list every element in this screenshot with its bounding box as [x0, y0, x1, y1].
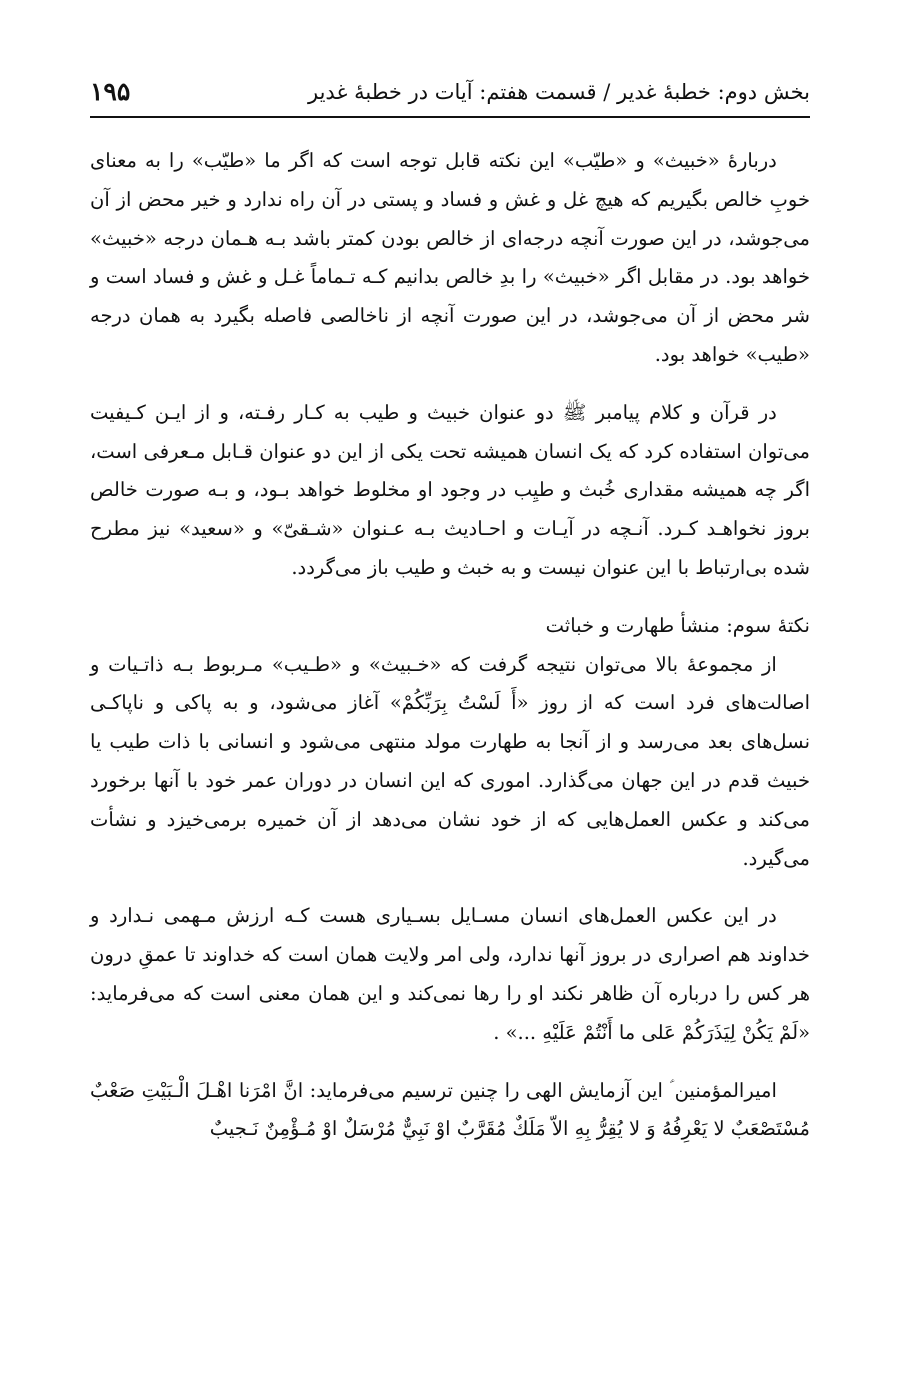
- section-heading: نکتهٔ سوم: منشأ طهارت و خباثت: [545, 613, 810, 637]
- body-text: [90, 142, 810, 1168]
- paragraph-amir-al-muminin: امیرالمؤمنین ؑ این آزمایش الهی را چنین ترسیم می‌فرماید: انَّ امْرَنا اهْـلَ الْـبَيْتِ صَعْبٌ مُسْتَصْعَبٌ لا يَعْرِفُهُ وَ لا يُقِرُّ بِهِ الاّ مَلَكٌ مُقَرَّبٌ اوْ نَبِيٌّ مُرْسَلٌ اوْ مُـؤْمِنٌ نَـجيبٌ: [90, 1078, 810, 1141]
- paragraph-reactions: در این عکس العمل‌های انسان مسـایل بسـیاری هست کـه ارزش مـهمی نـدارد و خداوند هم اصراری در بروز آنها ندارد، ولی امر ولایت همان است که خداوند تا عمقِ درون هر کس را درباره آن ظاهر نکند او را رها نمی‌کند و این همان معنی است که می‌فرماید: «لَمْ يَكُنْ لِيَذَرَكُمْ عَلى ما أَنْتُمْ عَلَيْهِ ...» .: [90, 904, 810, 1044]
- page-number: ۱۹۵: [90, 77, 131, 106]
- paragraph-khabith-tayyib: دربارهٔ «خبیث» و «طیّب» این نکته قابل توجه است که اگر ما «طیّب» را به معنای خوبِ خالص بگیریم که هیچ غل و غش و فساد و پستی در آن راه ندارد و خیر محض از آن می‌جوشد، در این صورت آنچه درجه‌ای از خالص بودن کمتر باشد بـه هـمان درجه «خبیث» خواهد بود. در مقابل اگر «خبیث» را بدِ خالص بدانیم کـه تـماماً غـل و غش و فساد است و شر محض از آن می‌جوشد، در این صورت آنچه از ناخالصی فاصله بگیرد به همان درجه «طیب» خواهد بود.: [90, 149, 810, 366]
- paragraph-quran-usage: در قرآن و کلام پیامبر ﷺ دو عنوان خبیث و طیب به کـار رفـته، و از ایـن کـیفیت می‌توان استفاده کرد که یک انسان همیشه تحت یکی از این دو عنوان قـابل مـعرفی است، اگر چه همیشه مقداری خُبث و طیِب در وجود او مخلوط خواهد بـود، و بـه صورت خالص بروز نخواهـد کـرد. آنـچه در آیـات و احـادیث بـه عـنوان «شـقیّ» و «سعید» نیز مطرح شده بی‌ارتباط با این عنوان نیست و به خبث و طیب باز می‌گردد.: [90, 400, 810, 579]
- paragraph-origin: از مجموعهٔ بالا می‌توان نتیجه گرفت که «خـبیث» و «طـیب» مـربوط بـه ذاتـیات و اصالت‌های فرد است که از روز «أَ لَسْتُ بِرَبِّكُمْ» آغاز می‌شود، و به پاکی و ناپاکـی نسل‌های بعد می‌رسد و از آنجا به طهارت مولد منتهی می‌شود و انسانی با ذات طیب یا خبیث قدم در این جهان می‌گذارد. اموری که این انسان در دوران عمر خود با آنها برخورد می‌کند و عکس العمل‌هایی که از خود نشان می‌دهد از آن خمیره برمی‌خیزد و نشأت می‌گیرد.: [90, 652, 810, 870]
- running-header-title: بخش دوم: خطبهٔ غدیر / قسمت هفتم: آیات در خطبهٔ غدیر: [307, 80, 810, 104]
- header-divider: [90, 116, 810, 118]
- running-header: [90, 62, 810, 112]
